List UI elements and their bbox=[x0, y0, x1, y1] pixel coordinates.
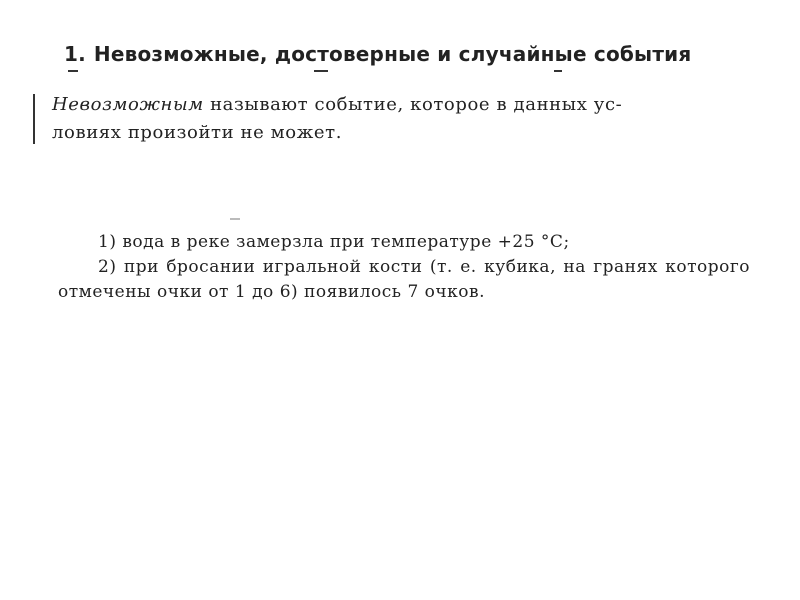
example-item: 2) при бросании игральной кости (т. е. кубика, на гранях которого отмечены очки от 1 до 6) появилось 7 очков. bbox=[58, 257, 750, 302]
clipped-glyph bbox=[68, 70, 78, 78]
clipped-glyph bbox=[554, 70, 562, 78]
definition-marker-bar bbox=[33, 94, 35, 144]
clipped-glyph bbox=[314, 70, 328, 78]
definition-text-line2: ловиях произойти не может. bbox=[52, 122, 343, 143]
clipped-text-line bbox=[64, 70, 764, 78]
section-number: 1. bbox=[64, 42, 86, 66]
example-item: 1) вода в реке замерзла при температуре +25 °С; bbox=[98, 232, 570, 252]
definition-block bbox=[52, 91, 764, 147]
section-heading bbox=[64, 42, 691, 66]
examples-list bbox=[58, 230, 750, 305]
definition-text-line1: называют событие, которое в данных ус- bbox=[203, 94, 623, 115]
section-title: Невозможные, достоверные и случайные события bbox=[93, 42, 692, 66]
definition-term: Невозможным bbox=[52, 94, 204, 115]
scan-speck bbox=[230, 218, 240, 220]
